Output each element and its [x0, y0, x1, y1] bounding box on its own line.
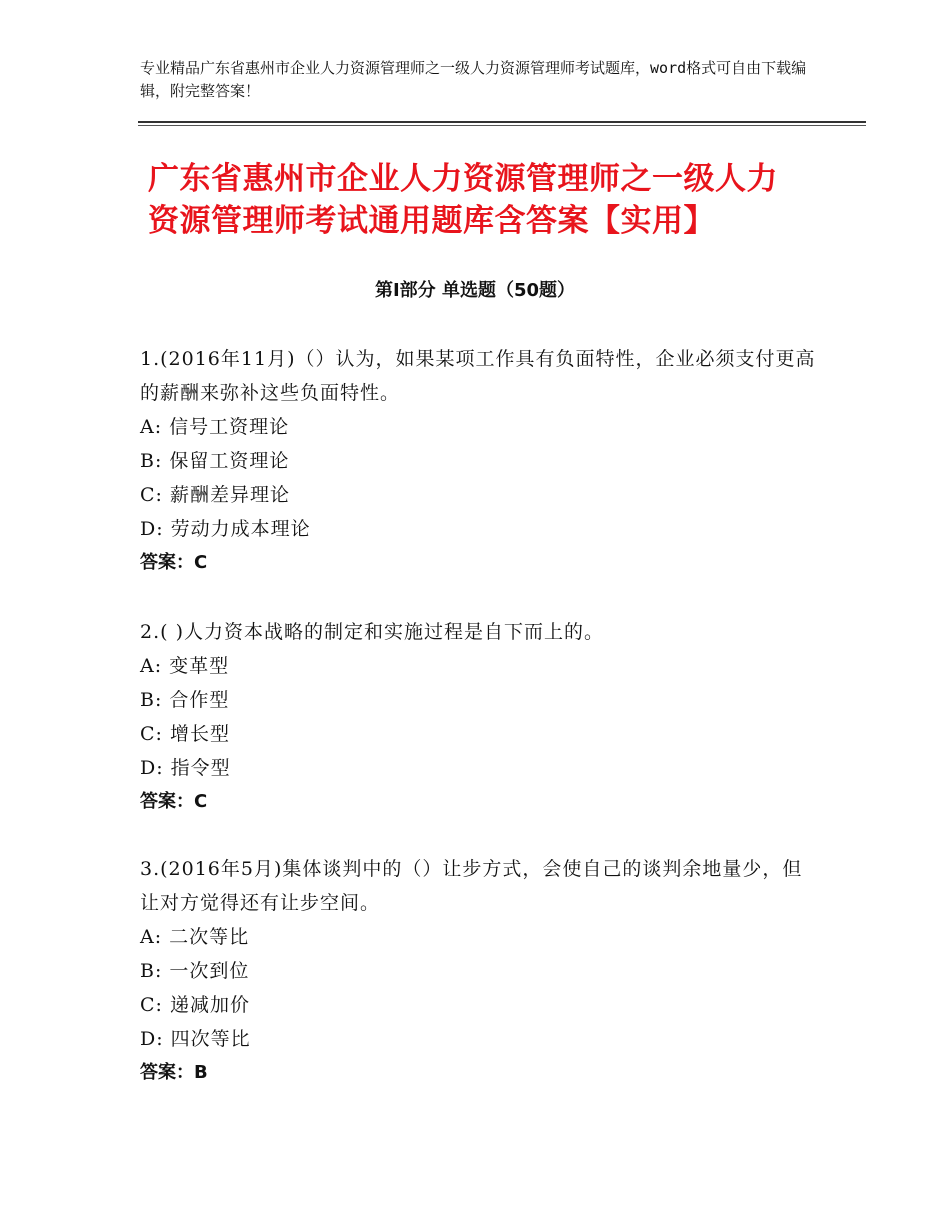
option-a: A: 信号工资理论	[140, 416, 290, 438]
option-a: A: 二次等比	[140, 926, 250, 948]
option-a: A: 变革型	[140, 655, 230, 677]
question-stem: 1.(2016年11月)（）认为，如果某项工作具有负面特性，企业必须支付更高的薪酬来弥补这些负面特性。	[140, 348, 816, 404]
question-2	[140, 615, 820, 819]
option-c: C: 薪酬差异理论	[140, 484, 290, 506]
option-c: C: 增长型	[140, 723, 230, 745]
header-note: 专业精品广东省惠州市企业人力资源管理师之一级人力资源管理师考试题库，word格式可自由下载编辑，附完整答案！	[140, 59, 807, 100]
option-d: D: 劳动力成本理论	[140, 518, 311, 540]
question-1	[140, 342, 820, 580]
answer: 答案：C	[140, 791, 208, 812]
answer: 答案：B	[140, 1062, 208, 1083]
header-rule-thin	[138, 125, 866, 126]
option-b: B: 合作型	[140, 689, 230, 711]
header-rule-thick	[138, 121, 866, 123]
option-b: B: 保留工资理论	[140, 450, 290, 472]
section-heading: 第Ⅰ部分 单选题（50题）	[374, 280, 575, 301]
question-stem: 2.( )人力资本战略的制定和实施过程是自下而上的。	[140, 621, 604, 643]
option-b: B: 一次到位	[140, 960, 250, 982]
document-title: 广东省惠州市企业人力资源管理师之一级人力资源管理师考试通用题库含答案【实用】	[148, 161, 778, 239]
question-3	[140, 852, 820, 1090]
answer: 答案：C	[140, 552, 208, 573]
option-d: D: 四次等比	[140, 1028, 251, 1050]
option-c: C: 递减加价	[140, 994, 250, 1016]
option-d: D: 指令型	[140, 757, 231, 779]
question-stem: 3.(2016年5月)集体谈判中的（）让步方式，会使自己的谈判余地量少，但让对方觉得还有让步空间。	[140, 858, 803, 914]
